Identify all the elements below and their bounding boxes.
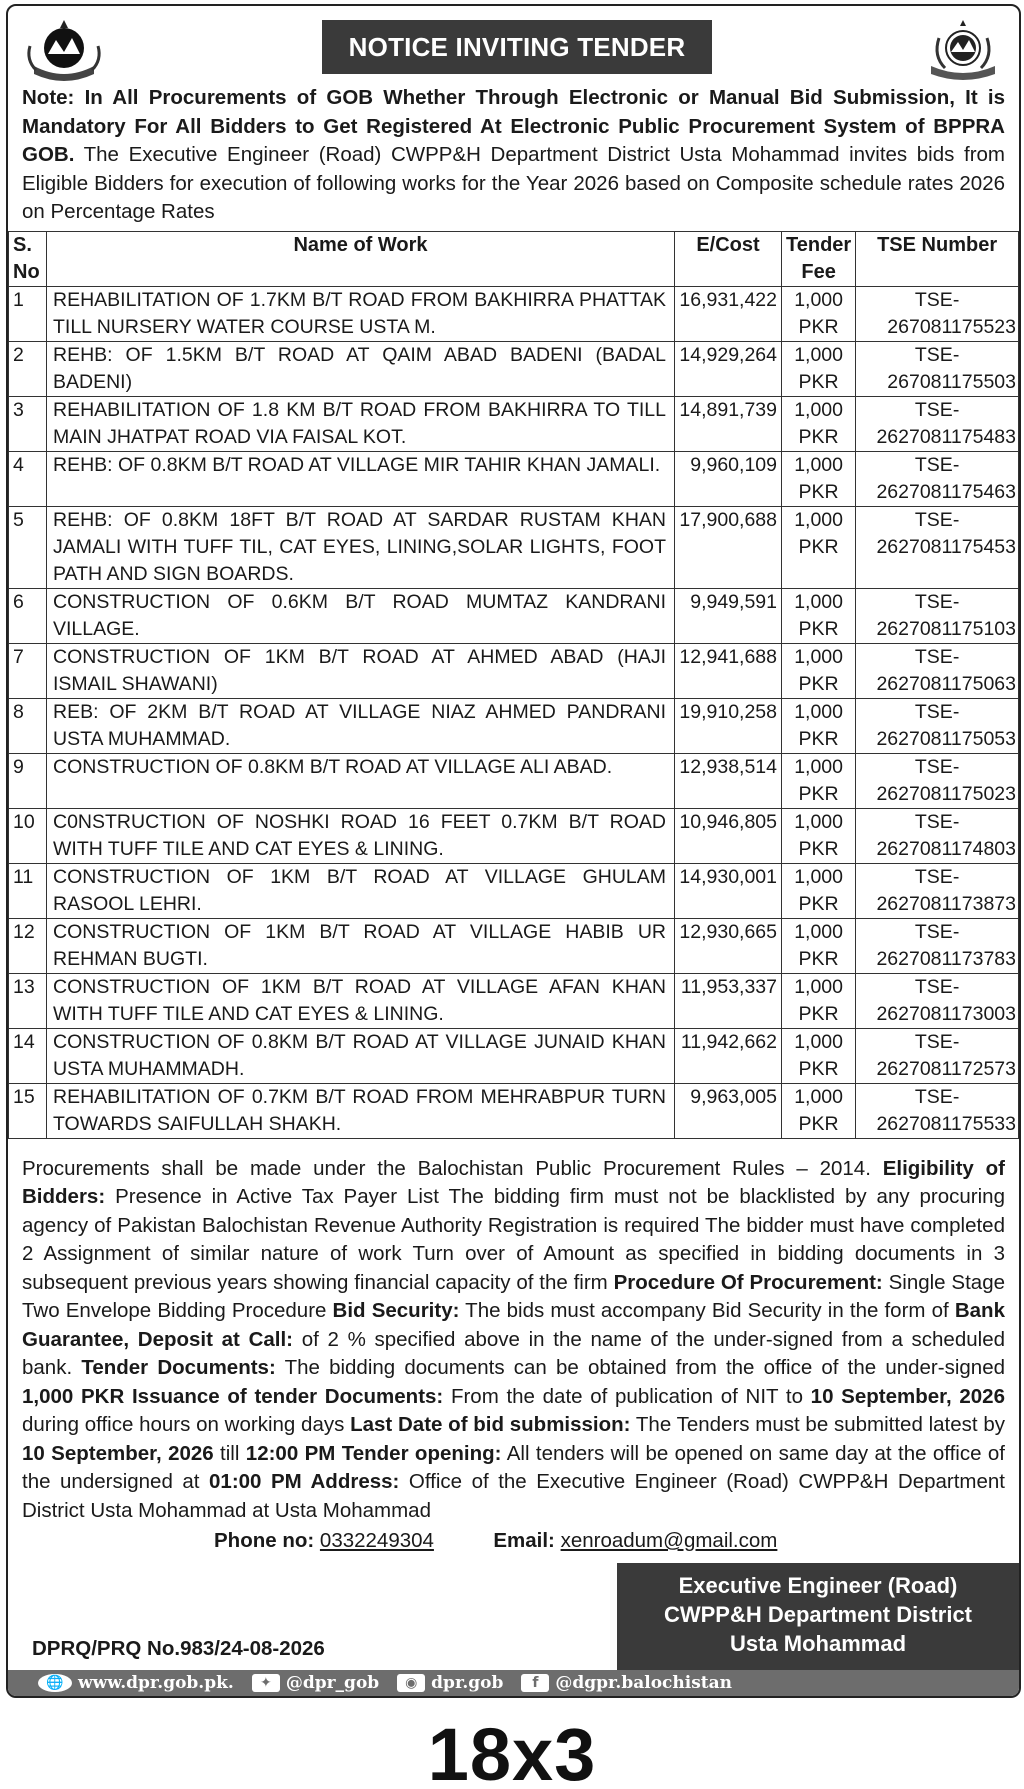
tse-prefix: TSE-	[914, 590, 960, 613]
row-tender-fee	[782, 1028, 856, 1083]
row-tender-fee	[782, 698, 856, 753]
header-sno: S. No	[9, 231, 47, 286]
row-tender-fee	[782, 588, 856, 643]
row-name-of-work: CONSTRUCTION OF 1KM B/T ROAD AT VILLAGE AFAN KHAN WITH TUFF TILE AND CAT EYES & LINING.	[47, 973, 675, 1028]
row-sno: 5	[9, 506, 47, 588]
row-sno: 8	[9, 698, 47, 753]
signature-line-1: Executive Engineer (Road)	[678, 1573, 958, 1598]
signature-line-2: CWPP&H Department District	[663, 1602, 973, 1627]
bank-guarantee-label: Bank Guarantee, Deposit at Call:	[22, 1299, 1005, 1351]
phone-number[interactable]: 0332249304	[319, 1529, 434, 1552]
row-tse-number	[856, 918, 1019, 973]
fee-currency: PKR	[798, 1002, 839, 1025]
table-header-row	[9, 231, 1019, 286]
row-tender-fee	[782, 1083, 856, 1138]
bank-guarantee-text: of 2 % specified above in the name of the under-signed from a scheduled bank.	[22, 1327, 1005, 1379]
row-sno: 3	[9, 396, 47, 451]
row-e-cost: 16,931,422	[675, 286, 782, 341]
contact-line	[8, 1527, 1019, 1555]
last-date-value: 10 September, 2026	[22, 1441, 214, 1465]
table-row	[9, 1083, 1019, 1138]
invitation-text: The Executive Engineer (Road) CWPP&H Department District Usta Mohammad invites bids from Eligible Bidders for execution of following works for the Year 2026 based on Composite schedule rates 2026 on Percentage Rates	[22, 143, 1005, 223]
instagram-handle: dpr.gob	[431, 1673, 504, 1693]
eligibility-text: Presence in Active Tax Payer List The bidding firm must not be blacklisted by any procuring agency of Pakistan Balochistan Revenue Authority Registration is required The bidder must have completed 2 Assignment of similar nature of work Turn over of Amount as specified in bidding documents in 3 subsequent previous years showing financial capacity of the firm	[22, 1185, 1005, 1294]
row-tender-fee	[782, 753, 856, 808]
row-sno: 13	[9, 973, 47, 1028]
row-tender-fee	[782, 341, 856, 396]
fee-amount: 1,000	[794, 343, 843, 366]
fee-amount: 1,000	[794, 920, 843, 943]
last-date-label: Last Date of bid submission:	[350, 1413, 631, 1436]
signature-block	[617, 1563, 1019, 1673]
instagram-icon: ◉	[397, 1674, 425, 1692]
footer-area	[8, 1563, 1019, 1673]
works-table	[8, 231, 1019, 1139]
tse-prefix: TSE-	[914, 508, 960, 531]
tse-code: 2627081172573	[876, 1057, 1016, 1080]
row-tender-fee	[782, 506, 856, 588]
social-bar	[8, 1670, 1019, 1696]
row-tse-number	[856, 1028, 1019, 1083]
row-tender-fee	[782, 286, 856, 341]
table-row	[9, 1028, 1019, 1083]
tse-code: 2627081175533	[876, 1112, 1016, 1135]
row-sno: 2	[9, 341, 47, 396]
header-name-of-work: Name of Work	[47, 231, 675, 286]
tse-prefix: TSE-	[914, 755, 960, 778]
fee-amount: 1,000	[794, 975, 843, 998]
notice-title: NOTICE INVITING TENDER	[322, 20, 712, 74]
row-name-of-work: CONSTRUCTION OF 1KM B/T ROAD AT AHMED ABAD (HAJI ISMAIL SHAWANI)	[47, 643, 675, 698]
opening-text: All tenders will be opened on same day at the office of the undersigned at	[22, 1441, 1005, 1493]
tse-code: 2627081175063	[876, 672, 1016, 695]
tender-documents-label: Tender Documents:	[81, 1356, 276, 1379]
row-sno: 14	[9, 1028, 47, 1083]
tse-prefix: TSE-	[914, 343, 960, 366]
procedure-text: Single Stage Two Envelope Bidding Procedure	[22, 1270, 1005, 1322]
twitter-item[interactable]	[252, 1673, 379, 1693]
row-e-cost: 12,941,688	[675, 643, 782, 698]
tse-code: 2627081175453	[876, 535, 1016, 558]
tse-code: 2627081175483	[876, 425, 1016, 448]
fee-currency: PKR	[798, 370, 839, 393]
tse-code: 2627081175463	[876, 480, 1016, 503]
row-name-of-work: C0NSTRUCTION OF NOSHKI ROAD 16 FEET 0.7KM B/T ROAD WITH TUFF TILE AND CAT EYES & LINING.	[47, 808, 675, 863]
tse-prefix: TSE-	[914, 920, 960, 943]
fee-amount: 1,000	[794, 508, 843, 531]
row-tse-number	[856, 396, 1019, 451]
tse-prefix: TSE-	[914, 865, 960, 888]
intro-paragraph	[8, 84, 1019, 227]
header-tse-number: TSE Number	[856, 231, 1019, 286]
row-sno: 1	[9, 286, 47, 341]
tse-prefix: TSE-	[914, 453, 960, 476]
last-date-text-2: till	[213, 1441, 246, 1465]
tse-prefix: TSE-	[914, 645, 960, 668]
row-tender-fee	[782, 918, 856, 973]
header-tender-fee: Tender Fee	[782, 231, 856, 286]
facebook-item[interactable]	[521, 1673, 732, 1693]
row-tse-number	[856, 286, 1019, 341]
tse-prefix: TSE-	[914, 288, 960, 311]
row-e-cost: 12,938,514	[675, 753, 782, 808]
tse-code: 2627081173003	[876, 1002, 1016, 1025]
row-tender-fee	[782, 863, 856, 918]
tse-prefix: TSE-	[914, 975, 960, 998]
table-row	[9, 643, 1019, 698]
fee-amount: 1,000	[794, 288, 843, 311]
tse-code: 2627081175023	[876, 782, 1016, 805]
fee-currency: PKR	[798, 535, 839, 558]
header	[8, 6, 1019, 88]
tse-prefix: TSE-	[914, 700, 960, 723]
table-row	[9, 588, 1019, 643]
tse-code: 2627081173873	[876, 892, 1016, 915]
fee-amount: 1,000	[794, 398, 843, 421]
address-text: Office of the Executive Engineer (Road) CWPP&H Department District Usta Mohammad at Usta Mohammad	[22, 1470, 1005, 1522]
row-name-of-work: CONSTRUCTION OF 1KM B/T ROAD AT VILLAGE HABIB UR REHMAN BUGTI.	[47, 918, 675, 973]
row-name-of-work: REHB: OF 0.8KM B/T ROAD AT VILLAGE MIR TAHIR KHAN JAMALI.	[47, 451, 675, 506]
fee-amount: 1,000	[794, 1085, 843, 1108]
fee-currency: PKR	[798, 947, 839, 970]
issuance-text: From the date of publication of NIT to	[443, 1384, 811, 1408]
twitter-icon: ✦	[252, 1674, 280, 1692]
last-date-text: The Tenders must be submitted latest by	[630, 1413, 1005, 1436]
row-sno: 11	[9, 863, 47, 918]
fee-amount: 1,000	[794, 865, 843, 888]
email-label: Email:	[493, 1529, 555, 1552]
row-e-cost: 19,910,258	[675, 698, 782, 753]
row-sno: 12	[9, 918, 47, 973]
phone-label: Phone no:	[214, 1529, 315, 1552]
website-text: www.dpr.gob.pk.	[78, 1673, 234, 1693]
row-name-of-work: CONSTRUCTION OF 0.6KM B/T ROAD MUMTAZ KANDRANI VILLAGE.	[47, 588, 675, 643]
address-label: Address:	[301, 1470, 400, 1493]
email-link[interactable]: xenroadum@gmail.com	[560, 1529, 778, 1552]
government-seal-logo	[923, 16, 1003, 82]
issuance-date: 10 September, 2026	[810, 1384, 1005, 1408]
row-tender-fee	[782, 808, 856, 863]
tse-code: 2627081175053	[876, 727, 1016, 750]
row-tse-number	[856, 1083, 1019, 1138]
row-name-of-work: CONSTRUCTION OF 0.8KM B/T ROAD AT VILLAGE JUNAID KHAN USTA MUHAMMADH.	[47, 1028, 675, 1083]
tse-code: 2627081174803	[876, 837, 1016, 860]
row-sno: 10	[9, 808, 47, 863]
row-e-cost: 14,929,264	[675, 341, 782, 396]
fee-amount: 1,000	[794, 700, 843, 723]
row-tender-fee	[782, 451, 856, 506]
fee-amount: 1,000	[794, 810, 843, 833]
tse-code: 2627081175103	[876, 617, 1016, 640]
table-row	[9, 973, 1019, 1028]
ad-size-code: 18x3	[427, 1713, 597, 1789]
globe-icon: 🌐	[38, 1674, 72, 1692]
row-sno: 4	[9, 451, 47, 506]
row-sno: 7	[9, 643, 47, 698]
row-name-of-work: REHABILITATION OF 1.8 KM B/T ROAD FROM BAKHIRRA TO TILL MAIN JHATPAT ROAD VIA FAISAL KOT.	[47, 396, 675, 451]
notice-frame	[6, 4, 1021, 1698]
row-name-of-work: CONSTRUCTION OF 0.8KM B/T ROAD AT VILLAGE ALI ABAD.	[47, 753, 675, 808]
tse-code: 267081175503	[887, 370, 1016, 393]
tse-code: 267081175523	[887, 315, 1016, 338]
row-tender-fee	[782, 396, 856, 451]
fee-amount: 1,000	[794, 1030, 843, 1053]
tse-code: 2627081173783	[876, 947, 1016, 970]
row-tse-number	[856, 973, 1019, 1028]
fee-amount: 1,000	[794, 645, 843, 668]
row-e-cost: 11,953,337	[675, 973, 782, 1028]
facebook-handle: @dgpr.balochistan	[555, 1673, 733, 1693]
row-sno: 9	[9, 753, 47, 808]
balochistan-emblem-logo	[24, 16, 104, 82]
fee-currency: PKR	[798, 1057, 839, 1080]
fee-currency: PKR	[798, 480, 839, 503]
fee-amount: 1,000	[794, 453, 843, 476]
twitter-handle: @dpr_gob	[285, 1673, 380, 1693]
row-tender-fee	[782, 643, 856, 698]
row-sno: 6	[9, 588, 47, 643]
bid-security-label: Bid Security:	[332, 1299, 460, 1322]
row-name-of-work: REHABILITATION OF 1.7KM B/T ROAD FROM BAKHIRRA PHATTAK TILL NURSERY WATER COURSE USTA M.	[47, 286, 675, 341]
table-row	[9, 341, 1019, 396]
fee-currency: PKR	[798, 672, 839, 695]
row-tender-fee	[782, 973, 856, 1028]
table-row	[9, 863, 1019, 918]
row-tse-number	[856, 506, 1019, 588]
fee-currency: PKR	[798, 837, 839, 860]
facebook-icon: f	[521, 1674, 549, 1692]
tse-prefix: TSE-	[914, 1030, 960, 1053]
tse-prefix: TSE-	[914, 1085, 960, 1108]
row-name-of-work: REHABILITATION OF 0.7KM B/T ROAD FROM MEHRABPUR TURN TOWARDS SAIFULLAH SHAKH.	[47, 1083, 675, 1138]
row-name-of-work: CONSTRUCTION OF 1KM B/T ROAD AT VILLAGE GHULAM RASOOL LEHRI.	[47, 863, 675, 918]
fee-currency: PKR	[798, 425, 839, 448]
rules-text: Procurements shall be made under the Balochistan Public Procurement Rules – 2014.	[22, 1156, 883, 1180]
opening-label: Tender opening:	[335, 1441, 502, 1465]
table-row	[9, 698, 1019, 753]
website-item[interactable]	[38, 1673, 234, 1693]
signature-line-3: Usta Mohammad	[729, 1631, 907, 1656]
fee-amount: 1,000	[794, 590, 843, 613]
row-e-cost: 9,949,591	[675, 588, 782, 643]
fee-currency: PKR	[798, 727, 839, 750]
table-row	[9, 396, 1019, 451]
table-row	[9, 451, 1019, 506]
fee-currency: PKR	[798, 617, 839, 640]
procedure-label: Procedure Of Procurement:	[613, 1270, 883, 1294]
tse-prefix: TSE-	[914, 398, 960, 421]
eligibility-label: Eligibility of Bidders:	[22, 1156, 1005, 1208]
header-e-cost: E/Cost	[675, 231, 782, 286]
row-tse-number	[856, 451, 1019, 506]
row-name-of-work: REB: OF 2KM B/T ROAD AT VILLAGE NIAZ AHMED PANDRANI USTA MUHAMMAD.	[47, 698, 675, 753]
fee-amount: 1,000	[794, 755, 843, 778]
row-name-of-work: REHB: OF 1.5KM B/T ROAD AT QAIM ABAD BADENI (BADAL BADENI)	[47, 341, 675, 396]
row-e-cost: 11,942,662	[675, 1028, 782, 1083]
tender-documents-text: The bidding documents can be obtained from the office of the under-signed	[275, 1356, 1005, 1379]
fee-currency: PKR	[798, 892, 839, 915]
terms-paragraph	[8, 1139, 1019, 1526]
row-tse-number	[856, 753, 1019, 808]
issuance-label: 1,000 PKR Issuance of tender Documents:	[22, 1384, 444, 1408]
row-name-of-work: REHB: OF 0.8KM 18FT B/T ROAD AT SARDAR RUSTAM KHAN JAMALI WITH TUFF TIL, CAT EYES, LINING,SOLAR LIGHTS, FOOT PATH AND SIGN BOARDS.	[47, 506, 675, 588]
row-e-cost: 9,963,005	[675, 1083, 782, 1138]
row-tse-number	[856, 588, 1019, 643]
row-tse-number	[856, 341, 1019, 396]
table-row	[9, 808, 1019, 863]
issuance-text-2: during office hours on working days	[22, 1413, 351, 1436]
table-row	[9, 286, 1019, 341]
fee-currency: PKR	[798, 1112, 839, 1135]
table-row	[9, 918, 1019, 973]
instagram-item[interactable]	[397, 1673, 503, 1693]
table-row	[9, 506, 1019, 588]
table-row	[9, 753, 1019, 808]
row-tse-number	[856, 643, 1019, 698]
tse-prefix: TSE-	[914, 810, 960, 833]
reference-number: DPRQ/PRQ No.983/24-08-2026	[32, 1637, 325, 1660]
last-time-value: 12:00 PM	[245, 1441, 336, 1465]
row-sno: 15	[9, 1083, 47, 1138]
fee-currency: PKR	[798, 315, 839, 338]
row-e-cost: 9,960,109	[675, 451, 782, 506]
opening-time: 01:00 PM	[209, 1470, 302, 1493]
row-e-cost: 14,891,739	[675, 396, 782, 451]
row-tse-number	[856, 698, 1019, 753]
registration-note: Note: In All Procurements of GOB Whether Through Electronic or Manual Bid Submission, It is Mandatory For All Bidders to Get Registered At Electronic Public Procurement System of BPPRA GOB.	[22, 86, 1005, 166]
row-e-cost: 14,930,001	[675, 863, 782, 918]
bid-security-text: The bids must accompany Bid Security in the form of	[459, 1299, 955, 1322]
row-e-cost: 10,946,805	[675, 808, 782, 863]
row-e-cost: 17,900,688	[675, 506, 782, 588]
row-tse-number	[856, 863, 1019, 918]
row-e-cost: 12,930,665	[675, 918, 782, 973]
fee-currency: PKR	[798, 782, 839, 805]
row-tse-number	[856, 808, 1019, 863]
